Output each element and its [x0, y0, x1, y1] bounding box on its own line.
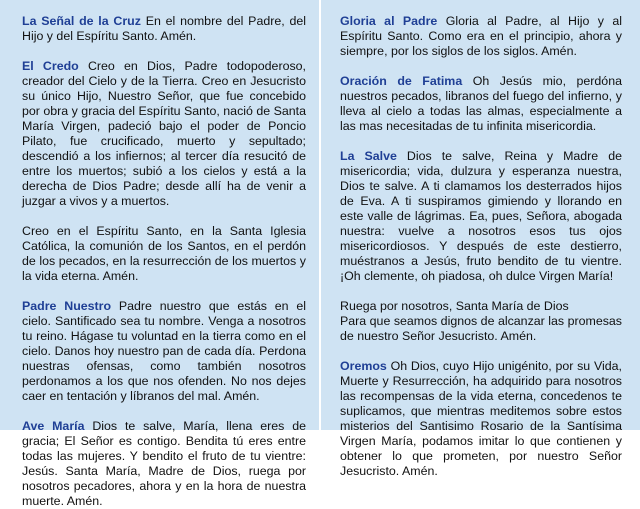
column-divider: [319, 0, 321, 430]
prayer-hail-mary: [22, 419, 306, 509]
prayer-text: Gloria al Padre, al Hijo y al Espíritu Santo. Como era en el principio, ahora y siempre, por los siglos de los siglos. Amén.: [340, 14, 622, 58]
prayer-text: Padre nuestro que estás en el cielo. Santificado sea tu nombre. Venga a nosotros tu reino. Hágase tu voluntad en la tierra como en el cielo. Danos hoy nuestro pan de cada día. Perdona nuestras ofensas, como también nosotros perdonamos a los que nos ofenden. No nos dejes caer en tentación y líbranos del mal. Amén.: [22, 299, 306, 403]
prayer-title: Oremos: [340, 359, 387, 373]
prayer-title: El Credo: [22, 59, 79, 73]
prayer-fatima: [340, 74, 622, 134]
left-column: [22, 0, 306, 508]
prayer-title: Oración de Fatima: [340, 74, 463, 88]
prayer-text: Creo en Dios, Padre todopoderoso, creador del Cielo y de la Tierra. Creo en Jesucristo su único Hijo, Nuestro Señor, que fue concebido por obra y gracia del Espíritu Santo, nació de Santa María Virgen, padeció bajo el poder de Poncio Pilato, fue crucificado, muerto y sepultado; descendió a los infiernos; al tercer día resucitó de entre los muertos; subió a los cielos y está a la derecha de Dios Padre; desde allí ha de venir a juzgar a vivos y a muertos.: [22, 59, 306, 208]
prayer-creed: [22, 59, 306, 209]
prayer-text: Dios te salve, María, llena eres de gracia; El Señor es contigo. Bendita tú eres entre todas las mujeres. Y bendito el fruto de tu vientre: Jesús. Santa María, Madre de Dios, ruega por nosotros pecadores, ahora y en la hora de nuestra muerte. Amén.: [22, 419, 306, 508]
prayer-glory-be: [340, 14, 622, 59]
right-column: [340, 0, 622, 478]
prayer-text: Dios te salve, Reina y Madre de misericordia; vida, dulzura y esperanza nuestra, Dios te salve. A ti clamamos los desterrados hijos de Eva. A ti suspiramos gimiendo y llorando en este valle de lágrimas. Ea, pues, Señora, abogada nuestra: vuelve a nosotros esos tus ojos misericordiosos. Y después de este destierro, muéstranos a Jesús, fruto bendito de tu vientre. ¡Oh clemente, oh piadosa, oh dulce Virgen María!: [340, 149, 622, 283]
prayer-title: La Salve: [340, 149, 397, 163]
prayer-pray-for-us: [340, 299, 622, 344]
prayer-title: Gloria al Padre: [340, 14, 438, 28]
prayer-line: Para que seamos dignos de alcanzar las promesas de nuestro Señor Jesucristo. Amén.: [340, 314, 622, 343]
prayer-hail-holy-queen: [340, 149, 622, 284]
prayer-creed-continued: Creo en el Espíritu Santo, en la Santa Iglesia Católica, la comunión de los Santos, en el perdón de los pecados, en la resurrección de los muertos y la vida eterna. Amén.: [22, 224, 306, 283]
prayer-our-father: [22, 299, 306, 404]
prayer-let-us-pray: [340, 359, 622, 479]
prayer-title: La Señal de la Cruz: [22, 14, 141, 28]
prayer-title: Ave María: [22, 419, 85, 433]
prayer-text: Oh Dios, cuyo Hijo unigénito, por su Vida, Muerte y Resurrección, ha adquirido para nosotros las recompensas de la vida eterna, concedenos te suplicamos, que mientras meditemos sobre estos misterios del Santisimo Rosario de la Santísima Virgen María, podamos imitar lo que contienen y obtener lo que prometen, por nuestro Señor Jesucristo. Amén.: [340, 359, 622, 478]
prayer-text: Oh Jesús mio, perdóna nuestros pecados, libranos del fuego del infierno, y lleva al cielo a todas las almas, especialmente a las mas necesitadas de tu infinita misericordia.: [340, 74, 622, 133]
prayer-line: Ruega por nosotros, Santa María de Dios: [340, 299, 569, 313]
prayer-text: En el nombre del Padre, del Hijo y del Espíritu Santo. Amén.: [22, 14, 306, 43]
prayer-title: Padre Nuestro: [22, 299, 112, 313]
prayer-sign-of-cross: [22, 14, 306, 44]
